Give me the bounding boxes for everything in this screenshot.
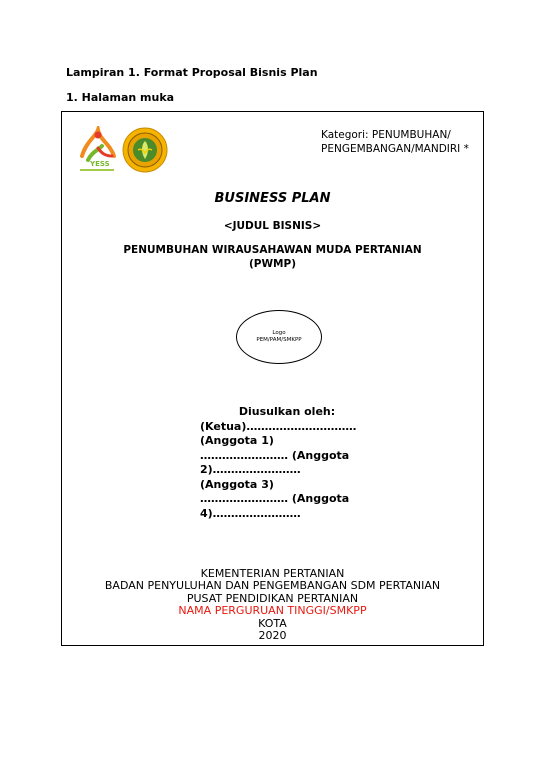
business-plan-title: BUSINESS PLAN bbox=[214, 191, 331, 206]
category-note bbox=[321, 128, 469, 156]
proposed-by-label: Diusulkan oleh: bbox=[238, 405, 336, 418]
program-line-1: PENUMBUHAN WIRAUSAHAWAN MUDA PERTANIAN bbox=[123, 244, 422, 256]
member-line: (Anggota 3) bbox=[200, 477, 274, 491]
member-line: (Ketua)………………………… bbox=[200, 419, 357, 433]
member-line: …………………… (Anggota bbox=[200, 492, 350, 505]
year: 2020 bbox=[258, 629, 287, 643]
city: KOTA bbox=[258, 616, 287, 630]
yess-logo bbox=[76, 126, 120, 174]
category-line-2: PENGEMBANGAN/MANDIRI * bbox=[321, 143, 469, 155]
yess-logo-text: YESS bbox=[90, 160, 110, 168]
member-line: …………………… (Anggota bbox=[200, 448, 350, 462]
header-logos bbox=[76, 126, 172, 174]
proposer-block bbox=[200, 405, 360, 521]
category-line-1: Kategori: PENUMBUHAN/ bbox=[321, 129, 451, 141]
member-line: (Anggota 1) bbox=[200, 434, 274, 447]
member-line: 4)…………………… bbox=[200, 506, 301, 520]
logo-placeholder-line-2: PEM/PAM/SMKPP bbox=[256, 337, 302, 343]
ministry-emblem bbox=[121, 126, 169, 174]
agency-name: BADAN PENYULUHAN DAN PENGEMBANGAN SDM PERTANIAN bbox=[104, 579, 441, 593]
member-line: 2)…………………… bbox=[200, 463, 301, 476]
logo-placeholder-line-1: Logo bbox=[272, 330, 286, 336]
institution-logo-placeholder bbox=[236, 310, 322, 364]
section-title: 1. Halaman muka bbox=[66, 91, 175, 104]
business-title-placeholder: <JUDUL BISNIS> bbox=[223, 220, 322, 232]
institution-name: NAMA PERGURUAN TINGGI/SMKPP bbox=[178, 604, 367, 618]
ministry-name: KEMENTERIAN PERTANIAN bbox=[200, 567, 345, 580]
program-line-2: (PWMP) bbox=[248, 258, 297, 270]
appendix-title: Lampiran 1. Format Proposal Bisnis Plan bbox=[66, 66, 318, 79]
center-name: PUSAT PENDIDIKAN PERTANIAN bbox=[186, 591, 359, 605]
program-name bbox=[61, 243, 484, 271]
cover-footer bbox=[61, 568, 484, 642]
